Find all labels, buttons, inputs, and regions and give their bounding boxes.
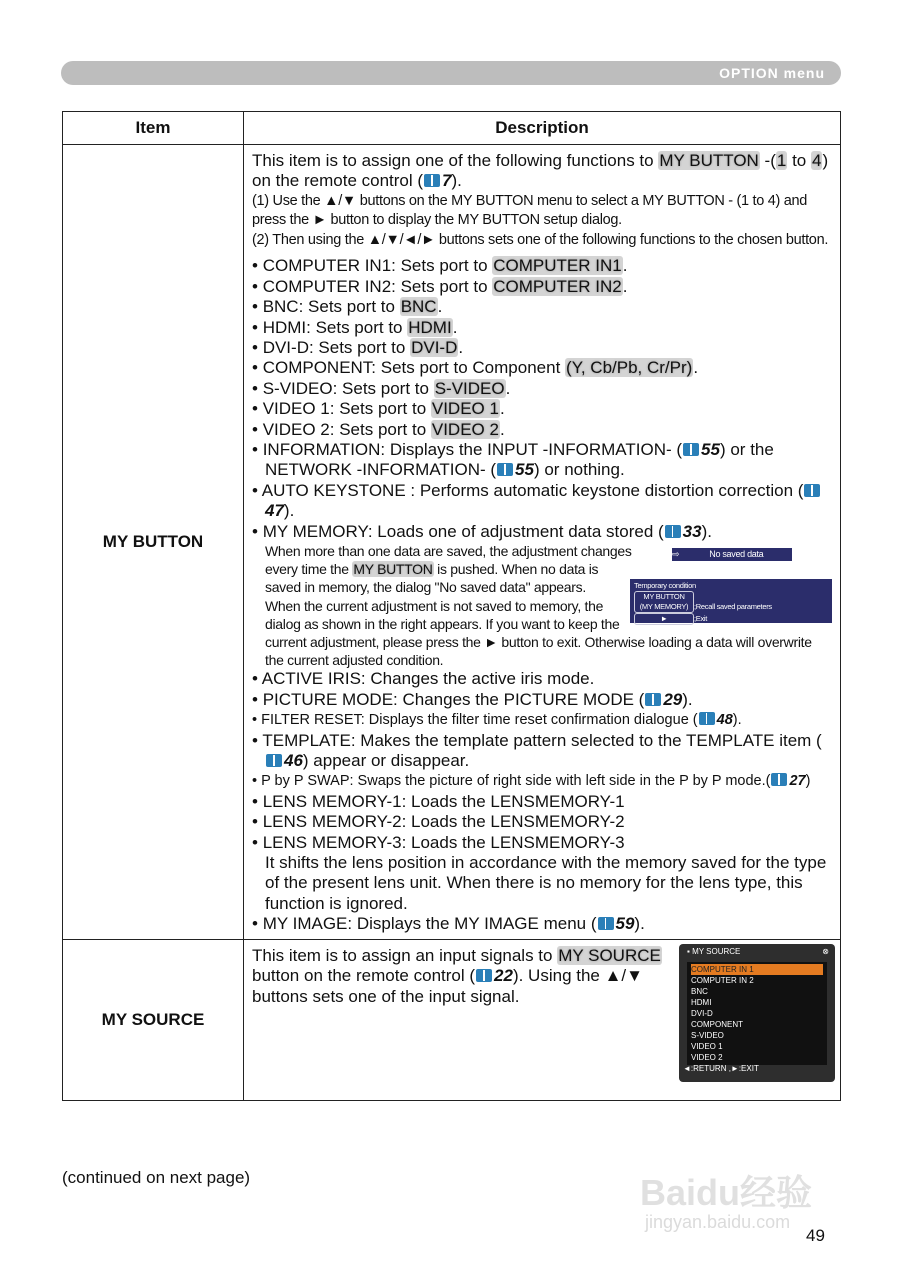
dialog-action: ;Exit (694, 614, 708, 623)
menu-item: HDMI (691, 997, 712, 1007)
highlighted-term: COMPUTER IN2 (493, 276, 622, 296)
page-reference: 47 (265, 481, 822, 520)
list-item (252, 710, 832, 730)
text: INFORMATION: Displays the INPUT -INFORMATION- ( (262, 439, 683, 459)
dialog-button: MY BUTTON (MY MEMORY) (634, 591, 694, 613)
highlighted-term: MY BUTTON (659, 151, 759, 170)
list-item (252, 297, 832, 317)
text: ). Using the ▲/▼ buttons sets one of the input signal. (252, 966, 643, 1006)
text: ). (283, 501, 295, 521)
menu-item: VIDEO 1 (691, 1041, 723, 1051)
text: P by P SWAP: Swaps the picture of right side with left side in the P by P mode.( (261, 773, 771, 790)
list-item (252, 771, 832, 791)
text: ) appear or disappear. (302, 751, 470, 771)
menu-item: COMPUTER IN 1 (691, 964, 823, 975)
book-icon (598, 917, 614, 930)
highlighted-term: 4 (811, 151, 822, 170)
text: . (452, 317, 458, 337)
text: MY MEMORY: Loads one of adjustment data stored ( (262, 521, 664, 541)
menu-item: COMPONENT (691, 1019, 743, 1029)
text: ) on the remote control ( (252, 151, 829, 191)
dialog-text: No saved data (709, 549, 764, 559)
page-reference: 29 (644, 690, 682, 709)
page-reference: 7 (423, 171, 451, 190)
table-header (63, 112, 841, 145)
text: S-VIDEO: Sets port to (262, 378, 434, 398)
text: ). (701, 521, 712, 541)
list-item (252, 318, 832, 338)
page-reference: 55 (682, 440, 720, 459)
menu-item: DVI-D (691, 1008, 713, 1018)
header-item: Item (63, 112, 244, 145)
close-icon: ⊗ (822, 946, 829, 956)
text: to (787, 151, 811, 170)
menu-title: ▪ MY SOURCE ⊗ (679, 944, 835, 960)
text: . (437, 297, 443, 317)
text: . (622, 256, 628, 276)
page-reference: 33 (664, 522, 702, 541)
my-source-menu (679, 944, 835, 1082)
text: . (505, 378, 511, 398)
function-list-b (252, 669, 832, 853)
text: ). (634, 914, 645, 934)
temporary-condition-dialog (630, 579, 832, 623)
list-item (252, 792, 832, 812)
highlighted-term: 1 (776, 151, 787, 170)
list-item (252, 277, 832, 297)
text: PICTURE MODE: Changes the PICTURE MODE ( (262, 689, 645, 709)
menu-item: BNC (691, 986, 708, 996)
page-reference: 48 (698, 712, 733, 728)
highlighted-term: (Y, Cb/Pb, Cr/Pr) (566, 358, 693, 378)
list-item (252, 914, 832, 934)
text: ). (451, 171, 462, 191)
page-number: 49 (806, 1226, 825, 1245)
page-reference: 27 (770, 773, 805, 789)
no-saved-data-dialog: ⇨ No saved data (672, 548, 792, 561)
book-icon (683, 443, 699, 456)
book-icon (476, 969, 492, 982)
text: ACTIVE IRIS: Changes the active iris mode. (261, 669, 595, 689)
book-icon (665, 525, 681, 538)
text: . (458, 337, 464, 357)
book-icon (804, 484, 820, 497)
menu-item: S-VIDEO (691, 1030, 724, 1040)
page-reference: 59 (597, 914, 635, 933)
book-icon (497, 463, 513, 476)
book-icon (645, 693, 661, 706)
text: button on the remote control ( (252, 966, 476, 986)
text: ) (805, 773, 811, 790)
section-title: OPTION menu (719, 65, 825, 81)
item-my-button: MY BUTTON (63, 145, 244, 940)
text: . (499, 419, 505, 439)
table-row (63, 939, 841, 1100)
list-item (252, 833, 832, 853)
list-item (252, 379, 832, 399)
text: AUTO KEYSTONE : Performs automatic keystone distortion correction ( (261, 480, 804, 500)
highlighted-term: COMPUTER IN1 (493, 256, 622, 276)
page-reference: 22 (475, 966, 513, 985)
table-row (63, 145, 841, 940)
book-icon (699, 712, 715, 725)
desc-my-button (244, 145, 841, 940)
list-item (252, 440, 832, 481)
highlighted-term: MY SOURCE (558, 945, 661, 965)
desc-my-source (244, 939, 841, 1100)
text: COMPONENT: Sets port to Component (262, 358, 566, 378)
list-item (252, 690, 832, 710)
memory-note (252, 542, 832, 669)
text: ) or the NETWORK -INFORMATION- ( (265, 439, 774, 480)
book-icon (266, 754, 282, 767)
text: is pushed. When no data is saved in memory, the dialog "No saved data" appears. When the current adjustment is not saved to memory, the dialog as shown in the right appears. If you want to keep the current adjustment, please press the ► button to exit. Otherwise loading a data will overwrite the current adjusted condition. (265, 561, 812, 669)
text: MY IMAGE: Displays the MY IMAGE menu ( (262, 914, 597, 934)
text: FILTER RESET: Displays the filter time reset confirmation dialogue ( (261, 712, 698, 729)
menu-footer: ◄:RETURN ,►:EXIT (683, 1064, 759, 1074)
continued-note: (continued on next page) (62, 1168, 251, 1187)
text: -( (759, 151, 776, 170)
text: This item is to assign an input signals to (252, 945, 558, 965)
lens-note: It shifts the lens position in accordance with the memory saved for the type of the present lens unit. When there is no memory for the lens type, this function is ignored. (265, 853, 827, 913)
highlighted-term: VIDEO 2 (431, 419, 499, 439)
text: COMPUTER IN1: Sets port to (262, 256, 493, 276)
list-item (252, 399, 832, 419)
dialog-exit-button: ► (634, 613, 694, 625)
book-icon (771, 773, 787, 786)
list-item (252, 420, 832, 440)
list-item (252, 338, 832, 358)
list-item (252, 481, 832, 522)
text: . (693, 358, 699, 378)
dialog-title: Temporary condition (634, 581, 696, 590)
text: LENS MEMORY-3: Loads the LENSMEMORY-3 (262, 832, 625, 852)
item-my-source: MY SOURCE (63, 939, 244, 1100)
text: LENS MEMORY-2: Loads the LENSMEMORY-2 (262, 812, 625, 832)
text: . (499, 399, 505, 419)
text: LENS MEMORY-1: Loads the LENSMEMORY-1 (262, 791, 625, 811)
text: BNC: Sets port to (262, 297, 400, 317)
text: This item is to assign one of the following functions to (252, 151, 659, 170)
list-item (252, 256, 832, 276)
list-item (252, 358, 832, 378)
text: COMPUTER IN2: Sets port to (262, 276, 493, 296)
highlighted-term: MY BUTTON (353, 561, 433, 578)
list-item (252, 812, 832, 832)
menu-item: COMPUTER IN 2 (691, 975, 754, 985)
text: DVI-D: Sets port to (262, 337, 411, 357)
section-bar (61, 61, 841, 85)
highlighted-term: HDMI (408, 317, 452, 337)
page-reference: 46 (265, 751, 303, 770)
watermark-logo: Baidu经验 (640, 1172, 813, 1213)
text: ). (732, 712, 742, 729)
function-list-c (252, 914, 832, 934)
intro (252, 151, 832, 192)
book-icon (424, 174, 440, 187)
step-1: (1) Use the ▲/▼ buttons on the MY BUTTON menu to select a MY BUTTON - (1 to 4) and press the ► button to display the MY BUTTON setup dialog. (252, 192, 808, 229)
step-2: (2) Then using the ▲/▼/◄/► buttons sets one of the following functions to the chosen button. (252, 231, 829, 248)
text: HDMI: Sets port to (262, 317, 408, 337)
list-item (252, 669, 832, 689)
text: TEMPLATE: Makes the template pattern selected to the TEMPLATE item ( (262, 730, 822, 750)
highlighted-term: BNC (400, 297, 437, 317)
page-reference: 55 (496, 460, 534, 479)
dialog-action: ;Recall saved parameters (694, 602, 772, 611)
list-item (252, 731, 832, 772)
text: When more than one data are saved, the adjustment changes every time the (265, 543, 632, 578)
text: VIDEO 1: Sets port to (262, 399, 431, 419)
header-description: Description (244, 112, 841, 145)
text: VIDEO 2: Sets port to (262, 419, 431, 439)
text: ). (682, 689, 693, 709)
highlighted-term: VIDEO 1 (431, 399, 499, 419)
menu-item: VIDEO 2 (691, 1052, 723, 1062)
menu-list (687, 962, 827, 1065)
text: . (622, 276, 628, 296)
text: ) or nothing. (533, 460, 625, 480)
watermark-url: jingyan.baidu.com (645, 1212, 791, 1232)
highlighted-term: S-VIDEO (434, 378, 505, 398)
list-item (252, 522, 832, 542)
option-table (62, 111, 841, 1101)
function-list-a (252, 256, 832, 542)
highlighted-term: DVI-D (411, 337, 458, 357)
